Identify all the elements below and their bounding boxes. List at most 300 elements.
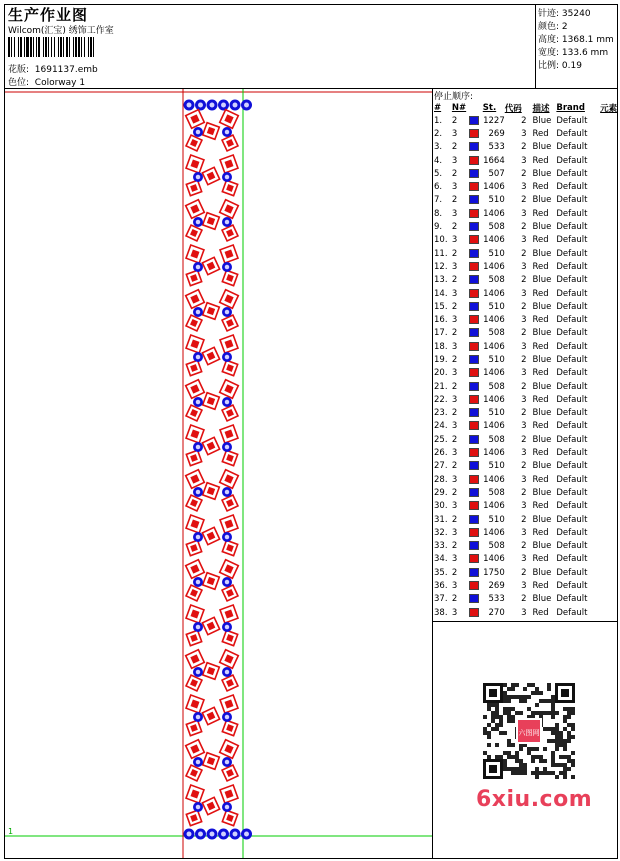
qr-module <box>559 771 563 775</box>
qr-module <box>503 695 507 699</box>
qr-module <box>555 775 559 779</box>
row-description: Blue <box>532 275 552 286</box>
row-brand: Default <box>556 182 588 193</box>
row-needle: 3 <box>451 235 458 246</box>
qr-module <box>523 699 527 703</box>
qr-module <box>487 743 491 747</box>
red-square-inner <box>190 679 198 687</box>
row-needle: 3 <box>451 182 458 193</box>
row-index: 6. <box>434 182 443 193</box>
row-stitches: 1406 <box>483 182 505 193</box>
row-swatch <box>469 220 483 233</box>
row-element <box>600 407 620 420</box>
color-swatch <box>469 142 479 151</box>
row-stitches: 1406 <box>483 261 505 272</box>
qr-module <box>543 767 547 771</box>
row-swatch <box>469 553 483 566</box>
qr-module <box>567 759 571 763</box>
red-square-inner <box>190 474 199 483</box>
row-brand: Default <box>556 328 588 339</box>
qr-module <box>551 731 555 735</box>
row-brand: Default <box>556 461 588 472</box>
red-square-inner <box>207 712 216 721</box>
row-swatch <box>469 247 483 260</box>
red-square-inner <box>207 622 216 631</box>
qr-module <box>535 703 539 707</box>
red-square-inner <box>207 217 215 225</box>
row-element <box>600 274 620 287</box>
red-square-inner <box>226 229 234 237</box>
stat-width: 宽度: 133.6 mm <box>538 48 609 58</box>
red-square-inner <box>190 384 199 393</box>
row-element <box>600 313 620 326</box>
row-code: 2 <box>521 142 527 153</box>
row-description: Blue <box>532 487 552 498</box>
qr-module <box>535 767 539 771</box>
table-row <box>434 207 620 220</box>
red-square-inner <box>191 520 200 529</box>
row-needle: 2 <box>451 195 458 206</box>
qr-module <box>527 683 531 687</box>
qr-module <box>567 735 571 739</box>
row-element <box>600 367 620 380</box>
qr-module <box>535 771 539 775</box>
qr-module <box>559 755 563 759</box>
flower-center <box>196 445 201 450</box>
qr-module <box>559 743 563 747</box>
color-swatch <box>469 235 479 244</box>
row-brand: Default <box>556 275 588 286</box>
qr-module <box>555 727 559 731</box>
row-code: 2 <box>521 248 527 259</box>
row-element <box>600 220 620 233</box>
flower-center <box>233 832 238 837</box>
color-swatch <box>469 156 479 165</box>
row-element <box>600 353 620 366</box>
qr-module <box>563 727 567 731</box>
qr-module <box>503 751 507 755</box>
qr-module <box>483 751 487 755</box>
qr-module <box>487 755 491 759</box>
row-brand: Default <box>556 208 588 219</box>
row-element <box>600 486 620 499</box>
row-index: 13. <box>434 275 448 286</box>
row-stitches: 510 <box>488 408 505 419</box>
flower-center <box>225 220 230 225</box>
qr-module <box>491 711 495 715</box>
red-square-inner <box>224 114 233 123</box>
row-stitches: 533 <box>488 142 505 153</box>
qr-module <box>491 727 495 731</box>
red-square-inner <box>226 679 234 687</box>
qr-module <box>563 743 567 747</box>
table-row <box>434 566 620 579</box>
row-code: 2 <box>521 168 527 179</box>
color-swatch <box>469 275 479 284</box>
red-square-inner <box>224 744 233 753</box>
row-element <box>600 593 620 606</box>
qr-module <box>547 727 551 731</box>
row-description: Blue <box>532 461 552 472</box>
design-line <box>8 62 98 75</box>
qr-module <box>503 767 507 771</box>
table-row <box>434 313 620 326</box>
qr-module <box>535 691 539 695</box>
red-square-inner <box>190 229 198 237</box>
qr-module <box>507 707 511 711</box>
color-swatch <box>469 608 479 617</box>
qr-module <box>507 743 511 747</box>
row-description: Blue <box>532 541 552 552</box>
table-row <box>434 194 620 207</box>
qr-module <box>519 759 523 763</box>
col-stitches: St. <box>482 103 497 113</box>
flower-center <box>196 805 201 810</box>
row-index: 35. <box>434 567 448 578</box>
qr-module <box>567 755 571 759</box>
qr-module <box>487 731 491 735</box>
row-description: Red <box>532 315 549 326</box>
barcode <box>8 37 142 57</box>
row-brand: Default <box>556 474 588 485</box>
row-description: Red <box>532 261 549 272</box>
design-preview <box>5 89 432 858</box>
col-index: # <box>434 103 442 113</box>
color-swatch <box>469 222 479 231</box>
red-square-inner <box>226 184 234 192</box>
row-stitches: 1406 <box>483 288 505 299</box>
qr-module <box>519 763 523 767</box>
qr-code <box>471 683 587 779</box>
row-stitches: 269 <box>488 128 505 139</box>
qr-module <box>515 711 519 715</box>
color-swatch <box>469 342 479 351</box>
flower-center <box>221 832 226 837</box>
row-swatch <box>469 446 483 459</box>
qr-module <box>571 707 575 711</box>
qr-module <box>519 771 523 775</box>
qr-module <box>499 719 503 723</box>
row-index: 18. <box>434 341 448 352</box>
red-square-inner <box>190 364 198 372</box>
qr-module <box>555 743 559 747</box>
stat-height: 高度: 1368.1 mm <box>538 35 614 45</box>
table-row <box>434 300 620 313</box>
qr-module <box>531 747 535 751</box>
table-row <box>434 327 620 340</box>
qr-module <box>487 735 491 739</box>
color-swatch <box>469 448 479 457</box>
row-swatch <box>469 234 483 247</box>
row-description: Red <box>532 235 549 246</box>
red-square-inner <box>190 319 198 327</box>
qr-module <box>551 759 555 763</box>
flower-center <box>244 103 249 108</box>
row-code: 3 <box>521 581 527 592</box>
qr-module <box>567 739 571 743</box>
color-swatch <box>469 249 479 258</box>
qr-module <box>495 711 499 715</box>
red-square-inner <box>190 184 198 192</box>
qr-module <box>547 739 551 743</box>
row-index: 34. <box>434 554 448 565</box>
color-swatch <box>469 435 479 444</box>
table-row <box>434 606 620 619</box>
red-square-inner <box>226 814 234 822</box>
row-code: 2 <box>521 567 527 578</box>
row-description: Red <box>532 581 549 592</box>
table-row <box>434 353 620 366</box>
color-swatch <box>469 355 479 364</box>
flower-center <box>198 832 203 837</box>
qr-module <box>559 763 563 767</box>
red-square-inner <box>207 487 215 495</box>
qr-module <box>547 687 551 691</box>
qr-module <box>539 691 543 695</box>
red-square-inner <box>207 397 215 405</box>
color-swatch <box>469 568 479 577</box>
qr-module <box>507 711 511 715</box>
row-swatch <box>469 433 483 446</box>
motif-group <box>184 100 253 840</box>
color-swatch <box>469 116 479 125</box>
table-row <box>434 287 620 300</box>
qr-module <box>503 763 507 767</box>
red-square-inner <box>225 610 234 619</box>
row-element <box>600 606 620 619</box>
row-description: Red <box>532 394 549 405</box>
row-description: Red <box>532 554 549 565</box>
red-square-inner <box>191 700 200 709</box>
row-needle: 2 <box>451 514 458 525</box>
row-description: Red <box>532 182 549 193</box>
row-code: 2 <box>521 487 527 498</box>
row-index: 33. <box>434 541 448 552</box>
qr-module <box>527 695 531 699</box>
row-stitches: 510 <box>488 354 505 365</box>
flower-center <box>196 265 201 270</box>
row-swatch <box>469 340 483 353</box>
table-row <box>434 220 620 233</box>
stat-stitches: 针迹: 35240 <box>538 9 591 19</box>
row-needle: 3 <box>451 315 458 326</box>
row-stitches: 510 <box>488 514 505 525</box>
row-swatch <box>469 593 483 606</box>
red-square-inner <box>224 564 233 573</box>
qr-module <box>507 687 511 691</box>
row-stitches: 508 <box>488 434 505 445</box>
qr-module <box>507 739 511 743</box>
row-stitches: 508 <box>488 328 505 339</box>
qr-module <box>511 707 515 711</box>
color-swatch <box>469 554 479 563</box>
qr-module <box>543 699 547 703</box>
qr-module <box>567 731 571 735</box>
red-square-inner <box>191 430 200 439</box>
red-square-inner <box>207 307 215 315</box>
qr-module <box>535 755 539 759</box>
color-swatch <box>469 169 479 178</box>
row-element <box>600 327 620 340</box>
row-code: 3 <box>521 155 527 166</box>
row-stitches: 508 <box>488 541 505 552</box>
row-swatch <box>469 513 483 526</box>
row-needle: 2 <box>451 168 458 179</box>
red-square-inner <box>190 724 198 732</box>
qr-module <box>491 719 495 723</box>
row-code: 3 <box>521 235 527 246</box>
row-code: 2 <box>521 222 527 233</box>
qr-module <box>571 775 575 779</box>
qr-module <box>571 751 575 755</box>
row-code: 2 <box>521 594 527 605</box>
qr-module <box>515 759 519 763</box>
row-code: 3 <box>521 394 527 405</box>
row-brand: Default <box>556 142 588 153</box>
qr-module <box>563 775 567 779</box>
row-needle: 2 <box>451 222 458 233</box>
row-index: 14. <box>434 288 448 299</box>
qr-module <box>563 747 567 751</box>
flower-center <box>196 130 201 135</box>
row-description: Red <box>532 341 549 352</box>
color-swatch <box>469 461 479 470</box>
red-square-inner <box>191 610 200 619</box>
qr-module <box>551 755 555 759</box>
row-stitches: 1406 <box>483 315 505 326</box>
row-swatch <box>469 207 483 220</box>
row-stitches: 1406 <box>483 235 505 246</box>
table-row <box>434 340 620 353</box>
qr-module <box>495 703 499 707</box>
row-swatch <box>469 300 483 313</box>
red-square-inner <box>207 172 216 181</box>
qr-module <box>491 703 495 707</box>
row-code: 3 <box>521 501 527 512</box>
color-swatch <box>469 382 479 391</box>
row-needle: 3 <box>451 155 458 166</box>
flower-center <box>225 310 230 315</box>
qr-module <box>551 751 555 755</box>
qr-module <box>495 723 499 727</box>
red-square-inner <box>226 454 234 462</box>
row-brand: Default <box>556 115 588 126</box>
table-row <box>434 500 620 513</box>
red-square-inner <box>225 700 234 709</box>
row-swatch <box>469 260 483 273</box>
embroidery-preview-image <box>5 89 432 858</box>
row-description: Red <box>532 208 549 219</box>
row-element <box>600 420 620 433</box>
qr-module <box>511 683 515 687</box>
row-index: 20. <box>434 368 448 379</box>
row-description: Blue <box>532 142 552 153</box>
row-stitches: 1227 <box>483 115 505 126</box>
red-square-inner <box>190 544 198 552</box>
flower-center <box>233 103 238 108</box>
design-label: 花版: <box>8 65 30 75</box>
flower-center <box>225 805 230 810</box>
flower-center <box>187 832 192 837</box>
qr-module <box>507 695 511 699</box>
row-code: 3 <box>521 421 527 432</box>
row-needle: 2 <box>451 248 458 259</box>
axis-marker: 1 <box>8 827 14 836</box>
row-element <box>600 141 620 154</box>
row-swatch <box>469 114 483 127</box>
row-element <box>600 234 620 247</box>
row-brand: Default <box>556 354 588 365</box>
red-square-inner <box>207 442 216 451</box>
row-needle: 3 <box>451 607 458 618</box>
qr-module <box>503 683 507 687</box>
color-swatch <box>469 195 479 204</box>
row-element <box>600 287 620 300</box>
color-swatch <box>469 315 479 324</box>
row-swatch <box>469 167 483 180</box>
row-brand: Default <box>556 421 588 432</box>
qr-module <box>555 711 559 715</box>
qr-module <box>511 767 515 771</box>
row-brand: Default <box>556 261 588 272</box>
red-square-inner <box>224 204 233 213</box>
qr-module <box>507 767 511 771</box>
row-brand: Default <box>556 448 588 459</box>
color-swatch <box>469 515 479 524</box>
flower-center <box>196 220 201 225</box>
row-stitches: 1406 <box>483 421 505 432</box>
colorway-value: Colorway 1 <box>34 78 86 88</box>
qr-module <box>543 747 547 751</box>
flower-center <box>225 760 230 765</box>
red-square-inner <box>226 769 234 777</box>
qr-module <box>559 739 563 743</box>
row-code: 3 <box>521 474 527 485</box>
red-square-inner <box>224 474 233 483</box>
table-row <box>434 141 620 154</box>
color-swatch <box>469 262 479 271</box>
row-description: Blue <box>532 328 552 339</box>
row-index: 16. <box>434 315 448 326</box>
flower-center <box>225 400 230 405</box>
sequence-title: 停止顺序: <box>434 92 474 102</box>
colorway-label: 色位: <box>8 78 30 88</box>
qr-module <box>503 691 507 695</box>
qr-module <box>535 747 539 751</box>
flower-center <box>196 625 201 630</box>
row-element <box>600 513 620 526</box>
row-code: 2 <box>521 275 527 286</box>
row-swatch <box>469 540 483 553</box>
red-square-inner <box>190 204 199 213</box>
qr-module <box>515 695 519 699</box>
flower-center <box>187 103 192 108</box>
qr-module <box>539 771 543 775</box>
company-name: Wilcom(汇宝) 绣饰工作室 <box>8 26 114 36</box>
row-needle: 3 <box>451 527 458 538</box>
row-stitches: 1406 <box>483 474 505 485</box>
qr-module <box>487 703 491 707</box>
row-index: 31. <box>434 514 448 525</box>
row-description: Red <box>532 474 549 485</box>
red-square-inner <box>190 409 198 417</box>
color-swatch <box>469 302 479 311</box>
col-swatch <box>469 102 483 114</box>
red-square-inner <box>226 319 234 327</box>
col-brand: Brand <box>556 103 585 113</box>
row-swatch <box>469 473 483 486</box>
table-row <box>434 486 620 499</box>
